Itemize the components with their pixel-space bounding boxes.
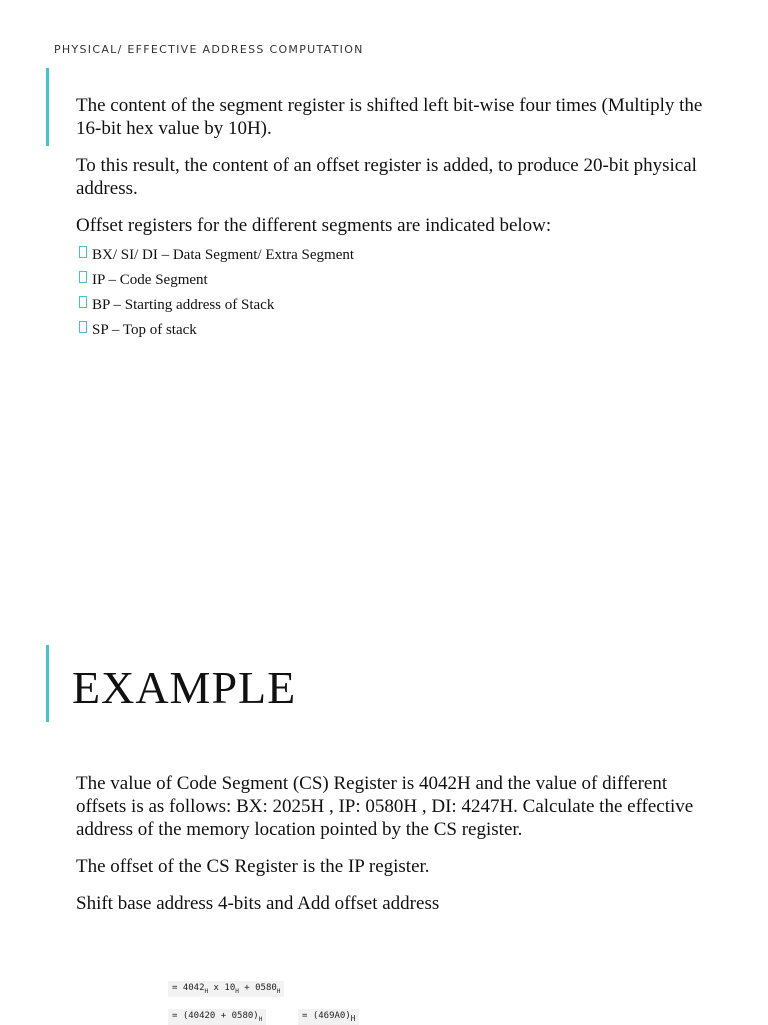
calc-subscript: H bbox=[204, 987, 209, 995]
calc-subscript: H bbox=[350, 1013, 356, 1023]
list-item bbox=[76, 268, 716, 293]
accent-bar-top bbox=[46, 68, 49, 146]
list-item-label: SP – Top of stack bbox=[92, 322, 197, 338]
accent-bar-example bbox=[46, 645, 49, 722]
slide1-body bbox=[76, 94, 716, 343]
list-item-label: BP – Starting address of Stack bbox=[92, 297, 275, 313]
paragraph-problem-statement: The value of Code Segment (CS) Register is 4042H and the value of different offsets is as follows: BX: 2025H , IP: 0580H , DI: 4247H. Calculate the effective address of the memory location pointed by the CS register. bbox=[76, 773, 694, 840]
bullet-icon bbox=[79, 296, 87, 308]
bullet-icon bbox=[79, 246, 87, 258]
bullet-icon bbox=[79, 321, 87, 333]
list-item bbox=[76, 293, 716, 318]
calc-line-2 bbox=[168, 1009, 266, 1025]
list-item bbox=[76, 318, 716, 343]
list-item bbox=[76, 243, 716, 268]
calc-term: = (469A0) bbox=[302, 1011, 351, 1021]
paragraph-cs-offset: The offset of the CS Register is the IP register. bbox=[76, 856, 430, 877]
paragraph-offset-registers-intro: Offset registers for the different segments are indicated below: bbox=[76, 215, 552, 236]
paragraph-shift-add: Shift base address 4-bits and Add offset address bbox=[76, 893, 440, 914]
slide2-body bbox=[76, 772, 716, 929]
list-item-label: IP – Code Segment bbox=[92, 272, 208, 288]
calc-line-1 bbox=[168, 981, 284, 997]
slide-header: PHYSICAL/ EFFECTIVE ADDRESS COMPUTATION bbox=[54, 43, 364, 56]
calc-term: = 4042 bbox=[172, 983, 205, 993]
calc-term: + 0580 bbox=[238, 983, 277, 993]
calc-term: = (40420 + 0580) bbox=[172, 1011, 259, 1021]
offset-register-list bbox=[76, 243, 716, 343]
calc-term: x 10 bbox=[208, 983, 236, 993]
bullet-icon bbox=[79, 271, 87, 283]
calc-subscript: H bbox=[258, 1015, 263, 1023]
calc-subscript: H bbox=[235, 987, 239, 995]
paragraph-offset-added: To this result, the content of an offset register is added, to produce 20-bit physical address. bbox=[76, 155, 697, 199]
calc-result bbox=[298, 1009, 359, 1025]
calc-subscript: H bbox=[276, 987, 281, 995]
list-item-label: BX/ SI/ DI – Data Segment/ Extra Segment bbox=[92, 247, 355, 263]
paragraph-shift-explanation: The content of the segment register is shifted left bit-wise four times (Multiply the 16-bit hex value by 10H). bbox=[76, 95, 703, 139]
example-title: EXAMPLE bbox=[72, 662, 297, 713]
